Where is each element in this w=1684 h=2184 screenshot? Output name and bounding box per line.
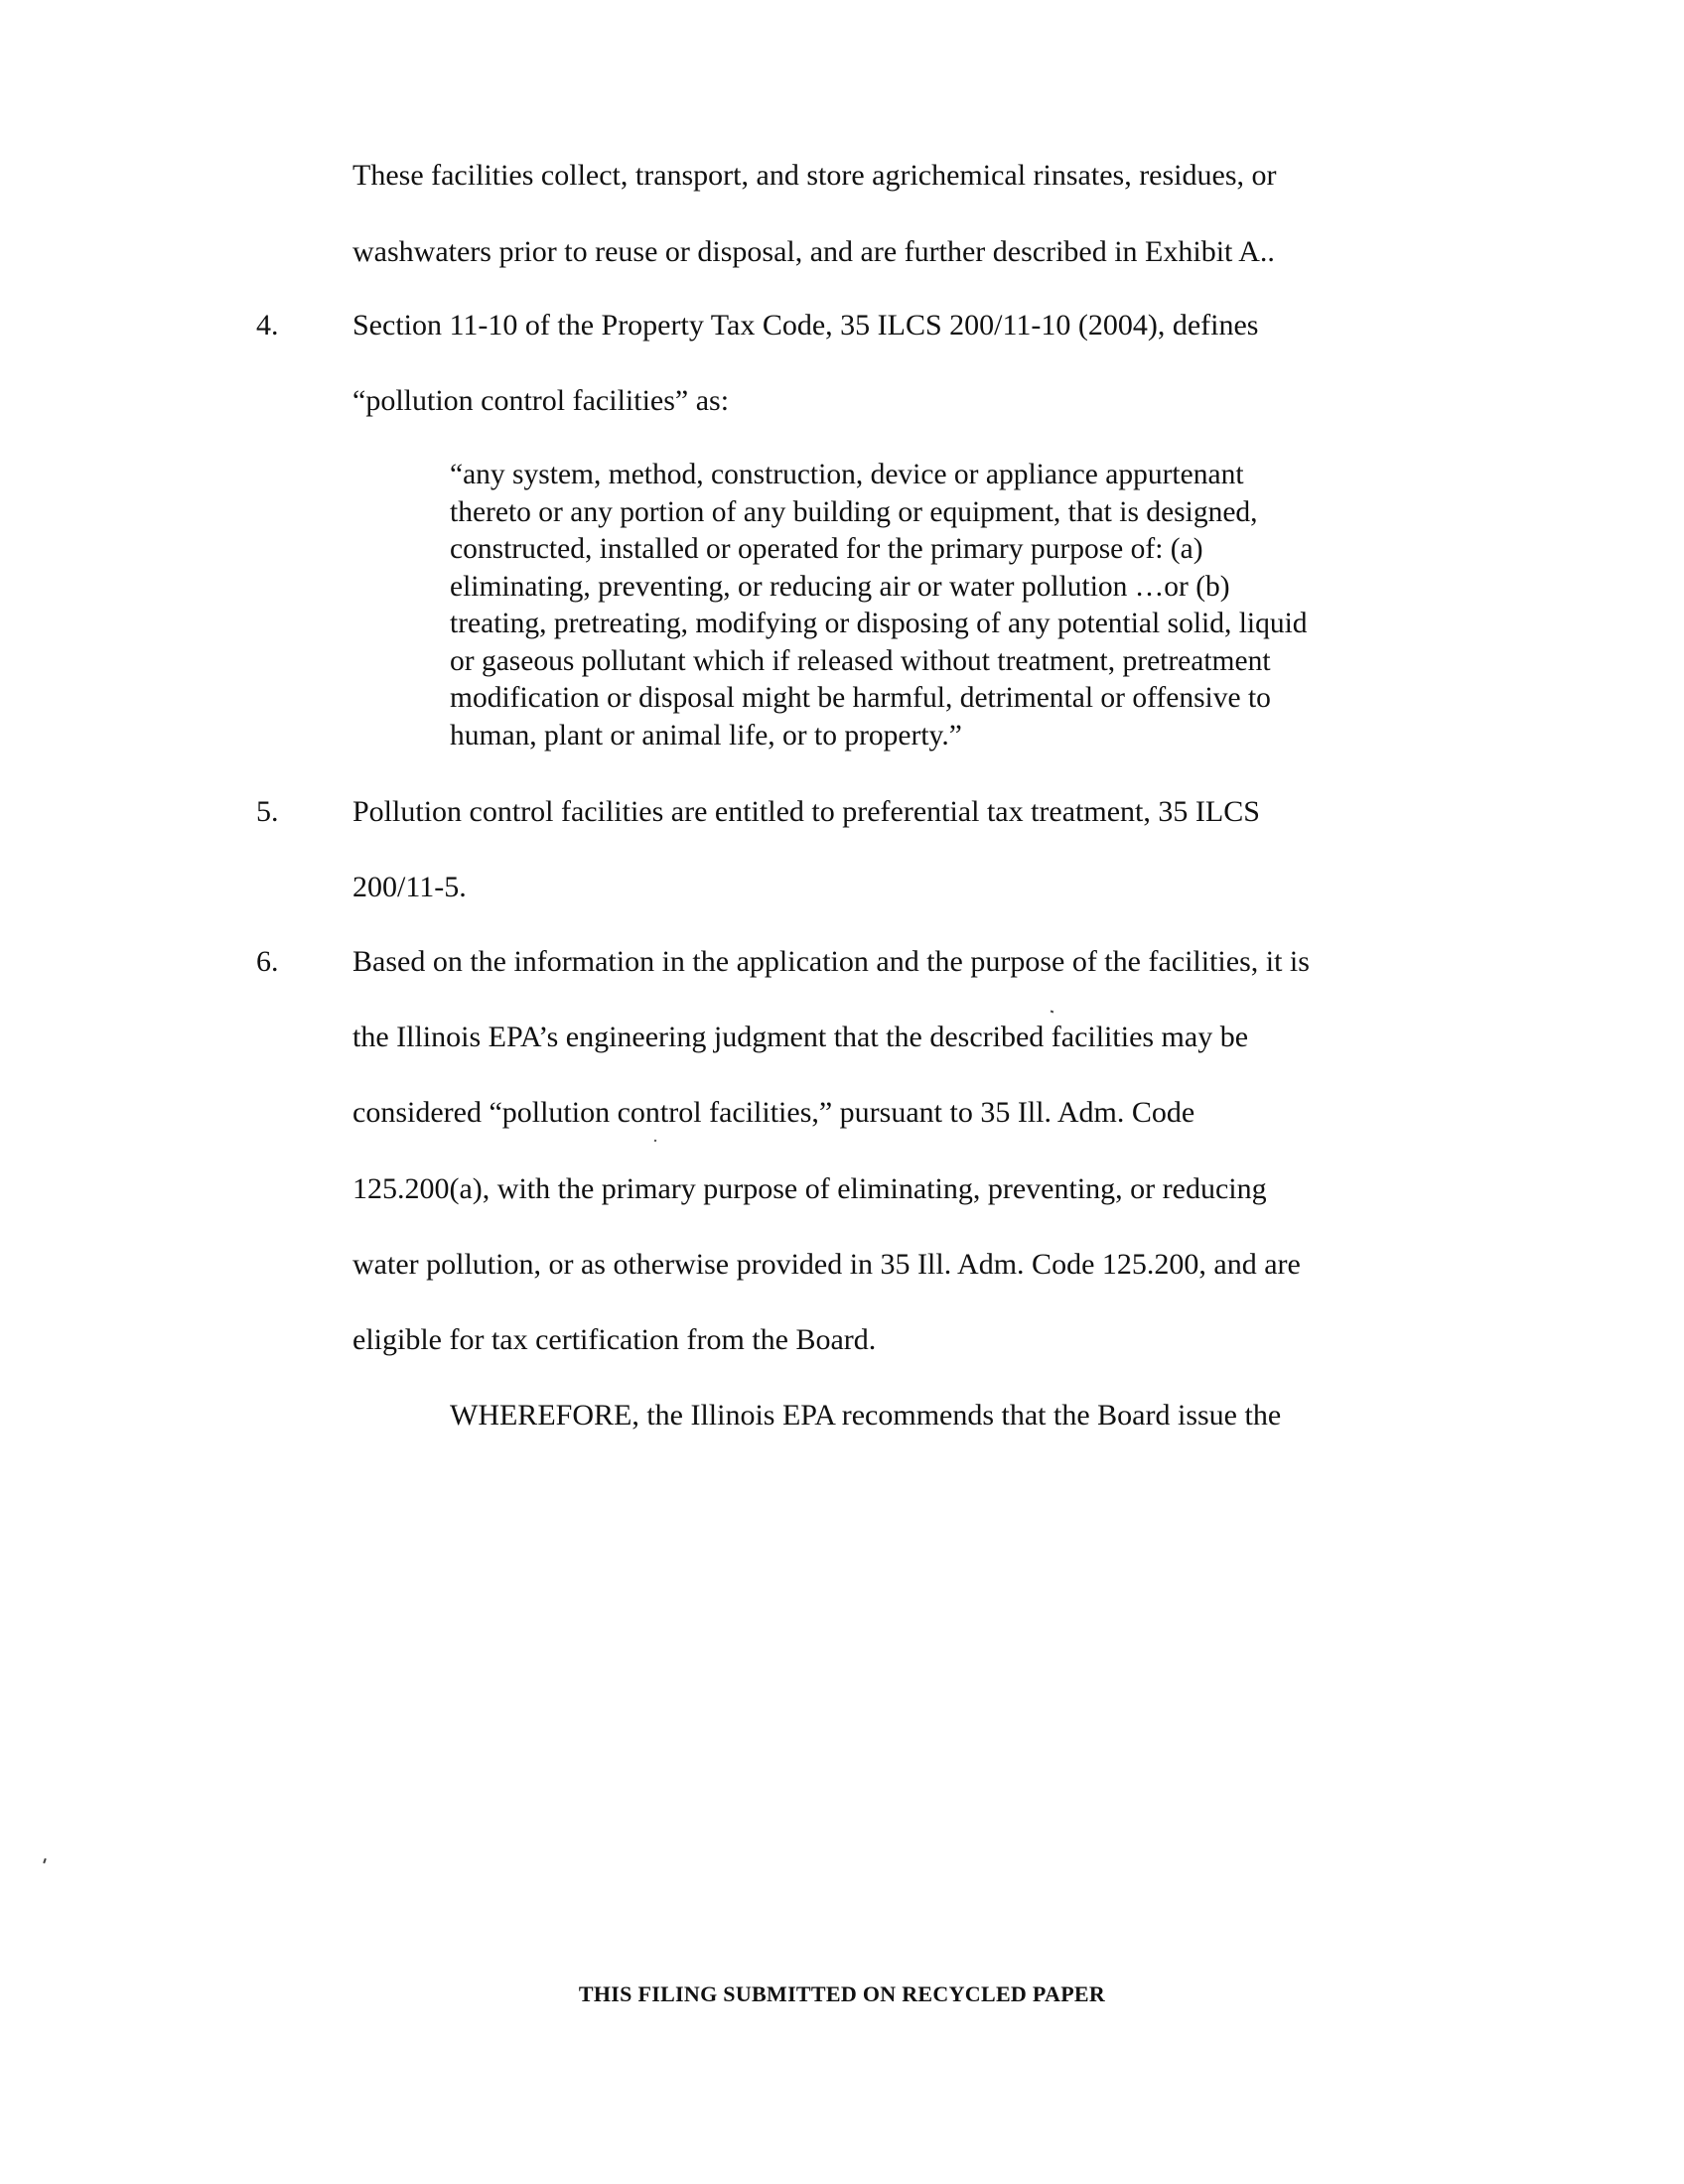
quote-line: modification or disposal might be harmful, detrimental or offensive to (450, 682, 1271, 714)
para6-line-3: considered “pollution control facilities,” pursuant to 35 Ill. Adm. Code (352, 1096, 1195, 1129)
quote-line: “any system, method, construction, device or appliance appurtenant (450, 459, 1244, 490)
para4-number: 4. (256, 309, 279, 341)
intro-line-2: washwaters prior to reuse or disposal, and are further described in Exhibit A.. (352, 235, 1275, 268)
scan-speck (654, 1140, 657, 1143)
quote-line: human, plant or animal life, or to property.” (450, 719, 962, 751)
para6-line-1: Based on the information in the application and the purpose of the facilities, it is (352, 945, 1310, 978)
quote-line: thereto or any portion of any building or equipment, that is designed, (450, 495, 1258, 528)
quote-line: treating, pretreating, modifying or disposing of any potential solid, liquid (450, 608, 1308, 639)
para5-line-2: 200/11-5. (352, 871, 467, 903)
quote-line: or gaseous pollutant which if released without treatment, pretreatment (450, 644, 1271, 677)
para5-line-1: Pollution control facilities are entitled to preferential tax treatment, 35 ILCS (352, 795, 1260, 828)
intro-line-1: These facilities collect, transport, and store agrichemical rinsates, residues, or (352, 159, 1277, 192)
para6-number: 6. (256, 945, 279, 978)
para6-line-4: 125.200(a), with the primary purpose of eliminating, preventing, or reducing (352, 1172, 1267, 1205)
para6-line-2: the Illinois EPA’s engineering judgment that the described facilities may be (352, 1021, 1249, 1053)
block-quote (450, 457, 1443, 754)
quote-line: constructed, installed or operated for the primary purpose of: (a) (450, 533, 1203, 565)
para5-number: 5. (256, 795, 279, 828)
scan-speck (43, 1858, 47, 1863)
para6-line-6: eligible for tax certification from the Board. (352, 1323, 877, 1356)
quote-line: eliminating, preventing, or reducing air or water pollution …or (b) (450, 570, 1230, 603)
wherefore-line: WHEREFORE, the Illinois EPA recommends that the Board issue the (450, 1399, 1282, 1432)
para6-line-5: water pollution, or as otherwise provided in 35 Ill. Adm. Code 125.200, and are (352, 1248, 1301, 1281)
scan-speck (1051, 1011, 1054, 1014)
footer-recycled-paper: THIS FILING SUBMITTED ON RECYCLED PAPER (578, 1981, 1106, 2006)
para4-line-2: “pollution control facilities” as: (352, 384, 730, 417)
para4-line-1: Section 11-10 of the Property Tax Code, 35 ILCS 200/11-10 (2004), defines (352, 309, 1259, 341)
